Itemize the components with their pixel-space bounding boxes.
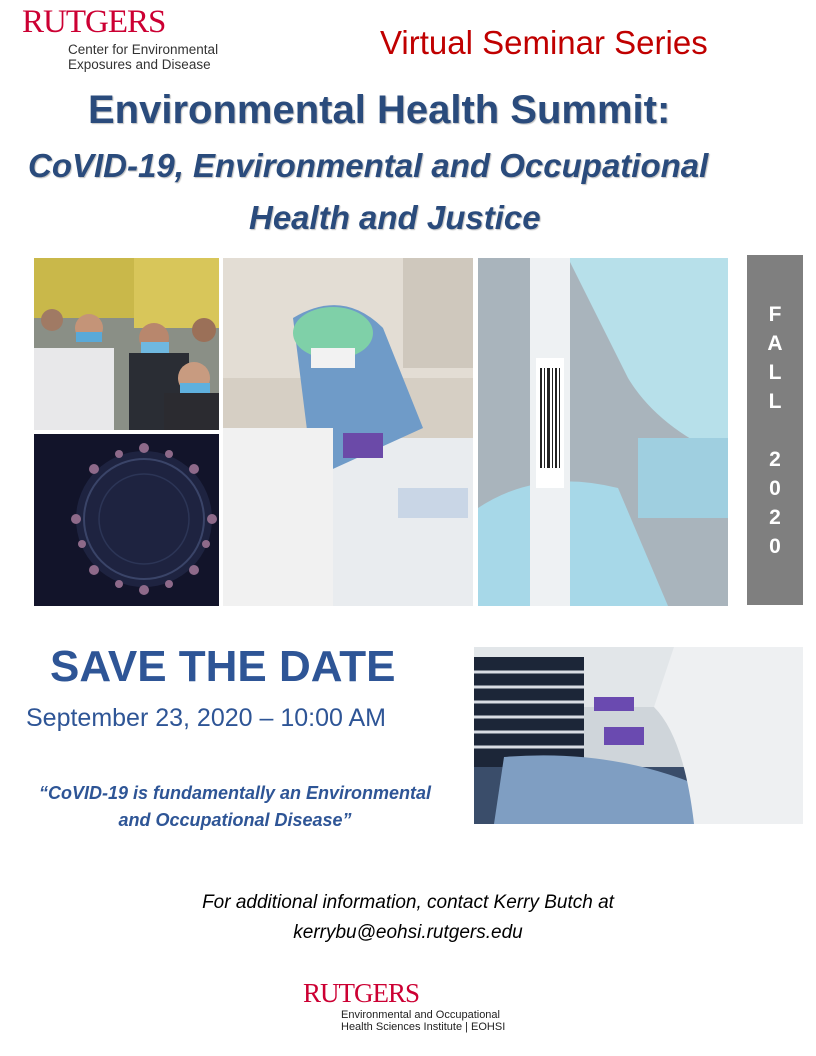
- patient-photo: [474, 647, 803, 824]
- contact-email[interactable]: kerrybu@eohsi.rutgers.edu: [293, 922, 523, 943]
- quote: [0, 780, 470, 834]
- season-letter: L: [768, 389, 782, 413]
- top-logo-line2: Exposures and Disease: [68, 57, 211, 72]
- season-letter: 0: [769, 476, 781, 500]
- top-logo: [22, 6, 218, 72]
- season-letter: L: [768, 360, 782, 384]
- blood-draw-photo: [223, 258, 473, 606]
- top-logo-wordmark: RUTGERS: [22, 4, 166, 40]
- top-logo-line1: Center for Environmental: [68, 42, 219, 57]
- bottom-logo-wordmark: RUTGERS: [303, 978, 420, 1008]
- quote-line2: and Occupational Disease”: [118, 810, 352, 830]
- season-letter: A: [767, 331, 783, 355]
- contact-line: For additional information, contact Kerry Butch at: [202, 892, 614, 913]
- season-letter: 0: [769, 534, 781, 558]
- bottom-logo: [303, 980, 505, 1033]
- event-datetime: September 23, 2020 – 10:00 AM: [26, 704, 386, 732]
- virus-illustration: [34, 434, 219, 606]
- headline-line2: CoVID-19, Environmental and Occupational: [28, 147, 709, 184]
- bottom-logo-line1: Environmental and Occupational: [341, 1009, 500, 1021]
- contact-info: [0, 888, 816, 948]
- headline-line3: Health and Justice: [249, 199, 541, 236]
- series-title: Virtual Seminar Series: [380, 24, 708, 61]
- season-letter: F: [768, 302, 782, 326]
- save-the-date-heading: SAVE THE DATE: [50, 642, 396, 691]
- headline-line1: Environmental Health Summit:: [88, 88, 671, 132]
- season-banner: [747, 255, 803, 605]
- quote-line1: “CoVID-19 is fundamentally an Environmental: [38, 783, 432, 803]
- bottom-logo-line2: Health Sciences Institute | EOHSI: [341, 1021, 506, 1033]
- season-letter: 2: [769, 447, 781, 471]
- season-letter: 2: [769, 505, 781, 529]
- protest-photo: [34, 258, 219, 430]
- test-tube-photo: [478, 258, 728, 606]
